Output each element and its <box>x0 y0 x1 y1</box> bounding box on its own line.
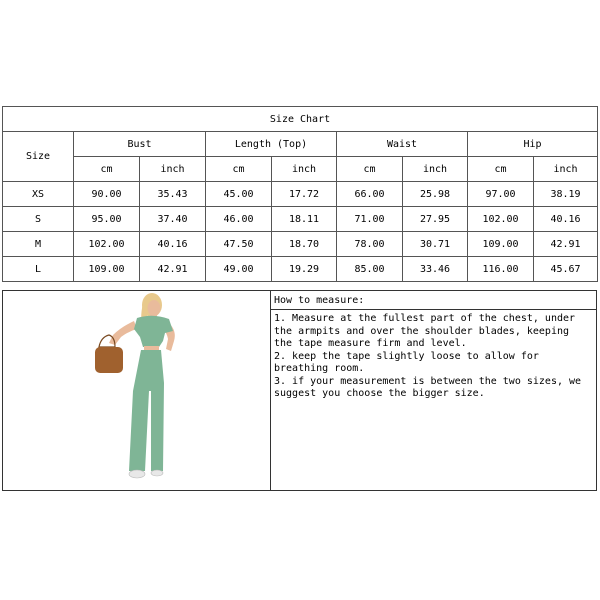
value-cell: 116.00 <box>468 257 534 282</box>
value-cell: 49.00 <box>206 257 272 282</box>
unit-header: inch <box>140 157 206 182</box>
value-cell: 90.00 <box>74 182 140 207</box>
value-cell: 17.72 <box>272 182 337 207</box>
value-cell: 25.98 <box>403 182 468 207</box>
wide-leg-pants <box>129 350 164 471</box>
value-cell: 30.71 <box>403 232 468 257</box>
bust-header: Bust <box>74 132 206 157</box>
value-cell: 102.00 <box>468 207 534 232</box>
value-cell: 102.00 <box>74 232 140 257</box>
measure-step-2: 2. keep the tape slightly loose to allow for breathing room. <box>274 350 539 374</box>
value-cell: 18.11 <box>272 207 337 232</box>
measure-panel <box>2 290 597 491</box>
value-cell: 46.00 <box>206 207 272 232</box>
unit-header: cm <box>337 157 403 182</box>
unit-header: inch <box>272 157 337 182</box>
unit-header: cm <box>206 157 272 182</box>
value-cell: 45.00 <box>206 182 272 207</box>
value-cell: 19.29 <box>272 257 337 282</box>
value-cell: 35.43 <box>140 182 206 207</box>
measure-step-3: 3. if your measurement is between the two sizes, we suggest you choose the bigger size. <box>274 375 582 399</box>
value-cell: 109.00 <box>74 257 140 282</box>
value-cell: 42.91 <box>140 257 206 282</box>
measure-step-1: 1. Measure at the fullest part of the chest, under the armpits and over the shoulder blades, keeping the tape measure firm and level. <box>274 313 576 349</box>
value-cell: 47.50 <box>206 232 272 257</box>
length-top-header: Length (Top) <box>206 132 337 157</box>
value-cell: 95.00 <box>74 207 140 232</box>
value-cell: 78.00 <box>337 232 403 257</box>
value-cell: 71.00 <box>337 207 403 232</box>
value-cell: 38.19 <box>534 182 598 207</box>
size-chart-table <box>2 106 598 282</box>
value-cell: 18.70 <box>272 232 337 257</box>
value-cell: 45.67 <box>534 257 598 282</box>
value-cell: 40.16 <box>534 207 598 232</box>
left-shoe <box>129 470 145 478</box>
unit-header: inch <box>534 157 598 182</box>
value-cell: 66.00 <box>337 182 403 207</box>
size-column-header: Size <box>3 132 74 182</box>
value-cell: 33.46 <box>403 257 468 282</box>
value-cell: 109.00 <box>468 232 534 257</box>
size-cell: S <box>3 207 74 232</box>
table-row <box>3 257 598 282</box>
left-arm <box>109 321 137 345</box>
value-cell: 40.16 <box>140 232 206 257</box>
hip-header: Hip <box>468 132 598 157</box>
measure-instructions <box>271 291 596 490</box>
unit-header: inch <box>403 157 468 182</box>
size-cell: M <box>3 232 74 257</box>
value-cell: 37.40 <box>140 207 206 232</box>
handbag <box>95 347 123 373</box>
model-photo <box>3 291 271 490</box>
right-shoe <box>151 470 163 476</box>
model-illustration <box>3 291 271 490</box>
value-cell: 85.00 <box>337 257 403 282</box>
value-cell: 97.00 <box>468 182 534 207</box>
table-row <box>3 182 598 207</box>
table-row <box>3 232 598 257</box>
value-cell: 42.91 <box>534 232 598 257</box>
table-row <box>3 207 598 232</box>
face <box>148 300 161 316</box>
waist-header: Waist <box>337 132 468 157</box>
unit-header: cm <box>74 157 140 182</box>
measure-heading: How to measure: <box>271 291 596 310</box>
size-cell: L <box>3 257 74 282</box>
measure-steps <box>271 310 596 401</box>
size-cell: XS <box>3 182 74 207</box>
value-cell: 27.95 <box>403 207 468 232</box>
unit-header: cm <box>468 157 534 182</box>
size-chart-title: Size Chart <box>3 107 598 132</box>
crop-top <box>134 316 173 347</box>
